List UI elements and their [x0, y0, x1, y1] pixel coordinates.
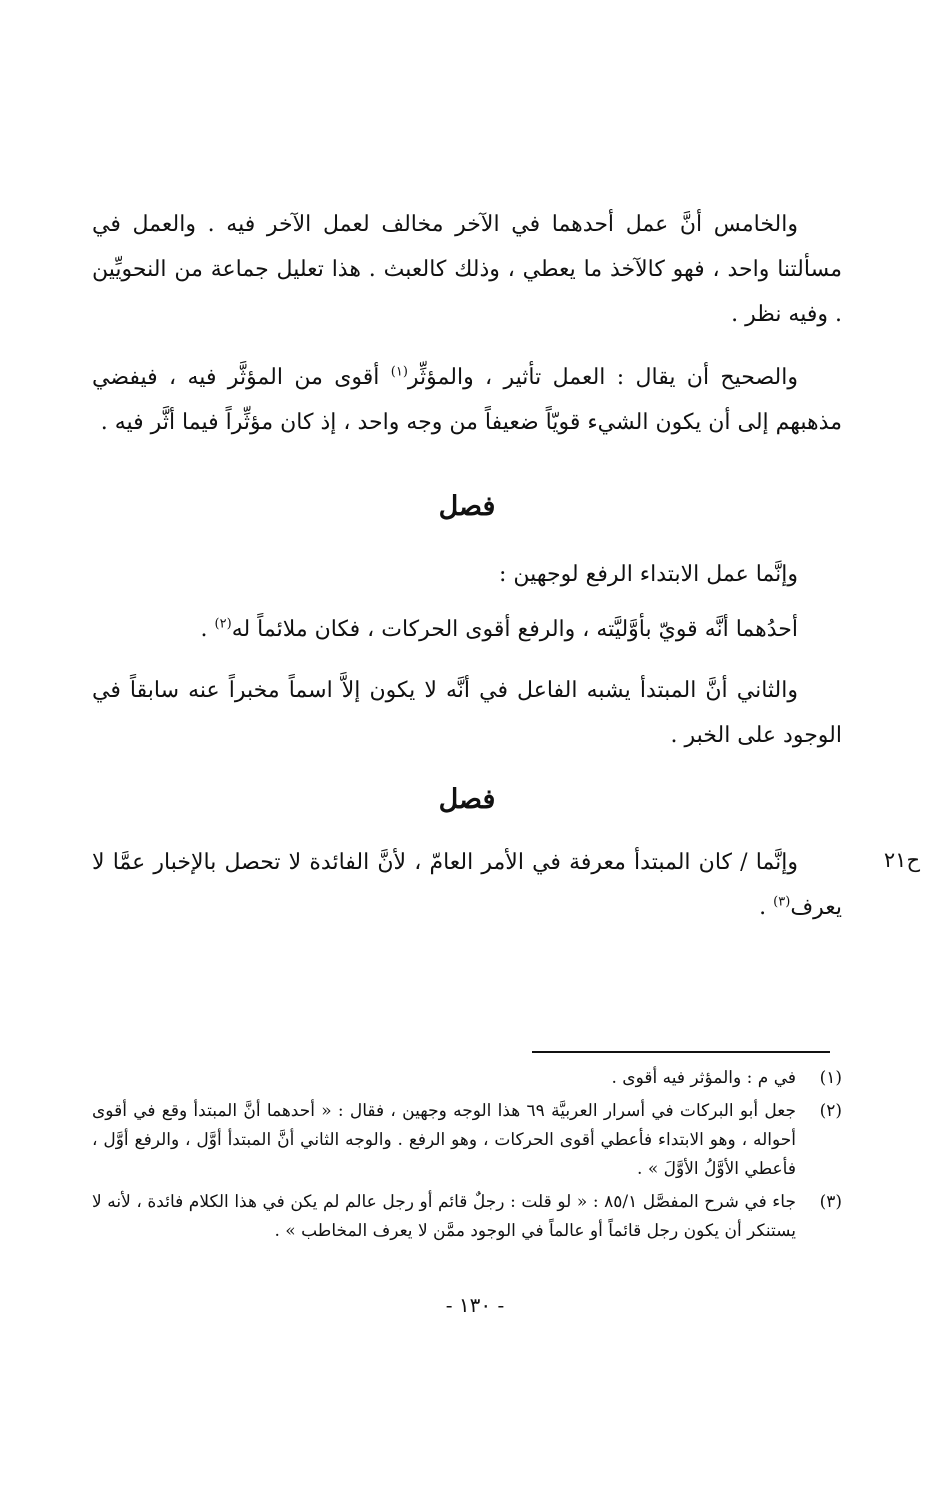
- paragraph-text: [92, 355, 842, 445]
- paragraph-first-reason: [92, 607, 842, 652]
- footnote-ref-2: (٢): [214, 616, 232, 632]
- footnote-number: (١): [819, 1068, 842, 1088]
- paragraph-text-part: وإنَّما / كان المبتدأ معرفة في الأمر العامّ ، لأنَّ الفائدة لا تحصل بالإخبار عمَّا لا يعرف: [92, 850, 842, 920]
- paragraph-text: والخامس أنَّ عمل أحدهما في الآخر مخالف لعمل الآخر فيه . والعمل في مسألتنا واحد ، فهو كالآخذ ما يعطي ، وذلك كالعبث . هذا تعليل جماعة من النحويِّين . وفيه نظر .: [92, 212, 842, 327]
- footnote-number: (٢): [819, 1101, 842, 1121]
- footnote-3: [92, 1188, 842, 1246]
- paragraph-text: والثاني أنَّ المبتدأ يشبه الفاعل في أنَّه لا يكون إلاَّ اسماً مخبراً عنه سابقاً في الوجود على الخبر .: [92, 678, 842, 748]
- paragraph-text-part: أقوى من المؤثَّر فيه ، فيفضي مذهبهم إلى أن يكون الشيء قويّاً ضعيفاً من وجه واحد ، إذ كان مؤثِّراً فيما أثَّر فيه .: [92, 365, 842, 435]
- footnote-2: [92, 1097, 842, 1184]
- paragraph-correct-view: [92, 355, 842, 445]
- paragraph-text-part: .: [759, 895, 774, 920]
- footnote-text: في م : والمؤثر فيه أقوى .: [611, 1068, 796, 1088]
- paragraph-text: وإنَّما عمل الابتداء الرفع لوجهين :: [499, 562, 798, 587]
- paragraph-text: [92, 840, 842, 930]
- paragraph-text-part: أحدُهما أنَّه قويّ بأوَّليَّته ، والرفع أقوى الحركات ، فكان ملائماً له: [231, 617, 798, 642]
- footnote-number: (٣): [819, 1192, 842, 1212]
- paragraph-text: [92, 607, 842, 652]
- paragraph-second-reason: [92, 668, 842, 758]
- footnote-ref-3: (٣): [773, 894, 791, 910]
- footnote-separator: [532, 1051, 830, 1053]
- section-heading-2: فصل: [438, 784, 496, 815]
- footnote-text: جاء في شرح المفصَّل ٨٥/١ : « لو قلت : رجلٌ قائم أو رجل عالم لم يكن في هذا الكلام فائدة ، لأنه لا يستنكر أن يكون رجل قائماً أو عالماً في الوجود ممَّن لا يعرف المخاطب » .: [92, 1192, 796, 1241]
- footnote-text: جعل أبو البركات في أسرار العربيَّة ٦٩ هذا الوجه وجهين ، فقال : « أحدهما أنَّ المبتدأ وقع في أقوى أحواله ، وهو الابتداء فأعطي أقوى الحركات ، وهو الرفع . والوجه الثاني أنَّ المبتدأ أوَّل ، والرفع أوَّل ، فأعطي الأوَّلُ الأوَّلَ » .: [92, 1101, 796, 1179]
- footnote-ref-1: (١): [390, 364, 408, 380]
- paragraph-text-part: .: [200, 617, 215, 642]
- paragraph-fifth-reason: [92, 202, 842, 337]
- section-heading-1: فصل: [438, 491, 496, 522]
- page-number: - ١٣٠ -: [445, 1293, 505, 1317]
- paragraph-two-reasons: [92, 552, 842, 597]
- footnote-1: [92, 1064, 842, 1093]
- margin-folio-note: ح٢١: [883, 848, 920, 872]
- footnotes: [92, 1064, 842, 1246]
- paragraph-definite-subject: [92, 840, 842, 930]
- paragraph-text-part: والصحيح أن يقال : العمل تأثير ، والمؤثِّر: [407, 365, 798, 390]
